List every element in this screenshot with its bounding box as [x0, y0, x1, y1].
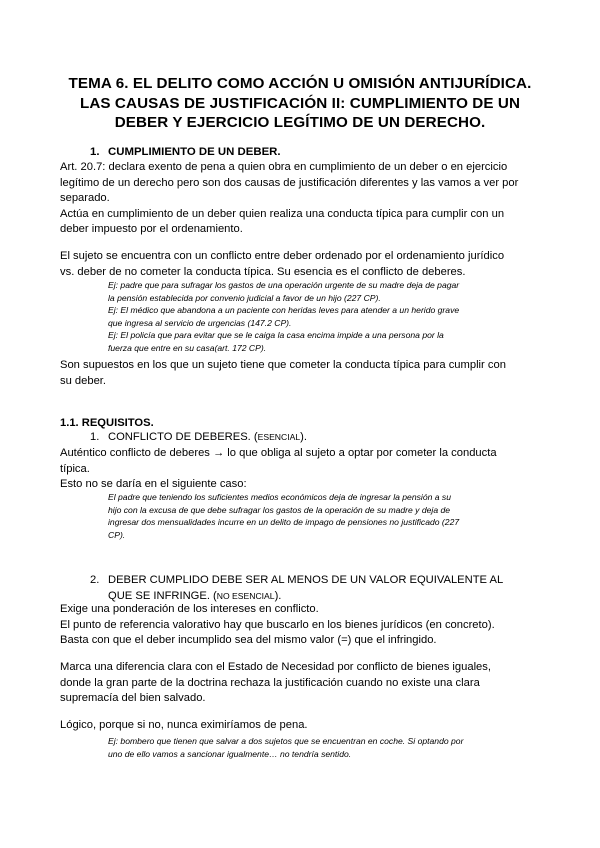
example-line: ingresar dos mensualidades incurre en un delito de impago de pensiones no justificado (227 — [108, 517, 460, 528]
requirement-2-tag: NO ESENCIAL — [216, 590, 275, 601]
requirement-1-tag: ESENCIAL — [257, 432, 301, 442]
requirement-2-line-1: DEBER CUMPLIDO DEBE SER AL MENOS DE UN VALOR EQUIVALENTE AL — [108, 574, 504, 586]
requirement-2-heading — [90, 573, 503, 604]
section-1-heading — [90, 146, 281, 158]
text-line: Exige una ponderación de los intereses en conflicto. — [60, 603, 319, 615]
text-line: típica. — [60, 462, 90, 475]
paragraph-conflict — [60, 249, 546, 280]
text-line: supremacía del bien salvado. — [60, 692, 206, 705]
section-1-number: 1. — [90, 146, 100, 158]
section-1-1-heading: 1.1. REQUISITOS. — [60, 417, 154, 429]
title-line-3: DEBER Y EJERCICIO LEGÍTIMO DE UN DERECHO. — [114, 114, 486, 131]
example-line: fuerza que entre en su casa(art. 172 CP). — [108, 342, 267, 353]
paragraph-estado-necesidad — [60, 660, 546, 707]
page-title — [60, 74, 540, 133]
example-line: Ej: bombero que tienen que salvar a dos sujetos que se encuentran en coche. Si optando por — [108, 736, 464, 746]
requirement-1-number: 1. — [90, 431, 100, 443]
requirement-1-example — [108, 491, 538, 541]
example-line: la pensión establecida por convenio judicial a favor de un hijo (227 CP). — [108, 292, 381, 303]
text-line: Marca una diferencia clara con el Estado de Necesidad por conflicto de bienes iguales, — [60, 661, 491, 673]
requirement-1-text — [60, 446, 546, 493]
requirement-2-text — [60, 602, 546, 649]
requirement-2-example — [108, 735, 538, 760]
example-line: CP). — [108, 529, 126, 540]
example-line: Ej: padre que para sufragar los gastos de una operación urgente de su madre deja de pagar — [108, 280, 460, 290]
paragraph-logico — [60, 718, 546, 734]
paragraph-art-20-7 — [60, 160, 546, 238]
text-line: Son supuestos en los que un sujeto tiene que cometer la conducta típica para cumplir con — [60, 359, 506, 371]
requirement-1-heading — [90, 430, 307, 446]
requirement-2-line-2: QUE SE INFRINGE. ( — [108, 589, 217, 602]
text-line: Lógico, porque si no, nunca eximiríamos de pena. — [60, 719, 308, 731]
text-line: Actúa en cumplimiento de un deber quien realiza una conducta típica para cumplir con un — [60, 207, 505, 220]
requirement-1-label: CONFLICTO DE DEBERES. ( — [108, 431, 258, 443]
example-line: uno de ello vamos a sancionar igualmente… no tendría sentido. — [108, 748, 352, 759]
text-line: deber impuesto por el ordenamiento. — [60, 223, 243, 236]
title-line-1: TEMA 6. EL DELITO COMO ACCIÓN U OMISIÓN ANTIJURÍDICA. — [68, 75, 532, 92]
text-line: Art. 20.7: declara exento de pena a quien obra en cumplimiento de un deber o en ejercicio — [60, 161, 508, 173]
example-line: que ingresa al servicio de urgencias (147.2 CP). — [108, 317, 292, 328]
text-line: Auténtico conflicto de deberes → lo que obliga al sujeto a optar por cometer la conducta — [60, 447, 497, 459]
text-line: Basta con que el deber incumplido sea del mismo valor (=) que el infringido. — [60, 634, 437, 647]
title-line-2: LAS CAUSAS DE JUSTIFICACIÓN II: CUMPLIMIENTO DE UN — [79, 94, 521, 112]
text-line: su deber. — [60, 374, 107, 387]
example-line: Ej: El médico que abandona a un paciente con heridas leves para atender a un herido grave — [108, 305, 460, 316]
example-line: hijo con la excusa de que debe sufragar los gastos de la operación de su madre y deja de — [108, 504, 451, 515]
example-line: Ej: El policía que para evitar que se le caiga la casa encima impide a una persona por la — [108, 330, 444, 341]
text-line: El punto de referencia valorativo hay que buscarlo en los bienes jurídicos (en concreto). — [60, 618, 495, 631]
paragraph-supuestos — [60, 358, 546, 389]
example-line: El padre que teniendo los suficientes medios económicos deja de ingresar la pensión a su — [108, 492, 452, 502]
requirement-1-close: ). — [300, 431, 307, 443]
text-line: donde la gran parte de la doctrina rechaza la justificación cuando no existe una clara — [60, 676, 480, 689]
text-line: legítimo de un derecho pero son dos causas de justificación diferentes y las vamos a ver por — [60, 176, 519, 189]
text-line: El sujeto se encuentra con un conflicto entre deber ordenado por el ordenamiento jurídico — [60, 250, 505, 262]
section-1-title: CUMPLIMIENTO DE UN DEBER. — [108, 146, 281, 158]
text-line: Esto no se daría en el siguiente caso: — [60, 478, 247, 491]
text-line: separado. — [60, 192, 110, 205]
requirement-2-close: ). — [274, 589, 282, 602]
examples-block — [108, 279, 538, 355]
text-line: vs. deber de no cometer la conducta típica. Su esencia es el conflicto de deberes. — [60, 265, 466, 278]
requirement-2-number: 2. — [90, 574, 100, 586]
